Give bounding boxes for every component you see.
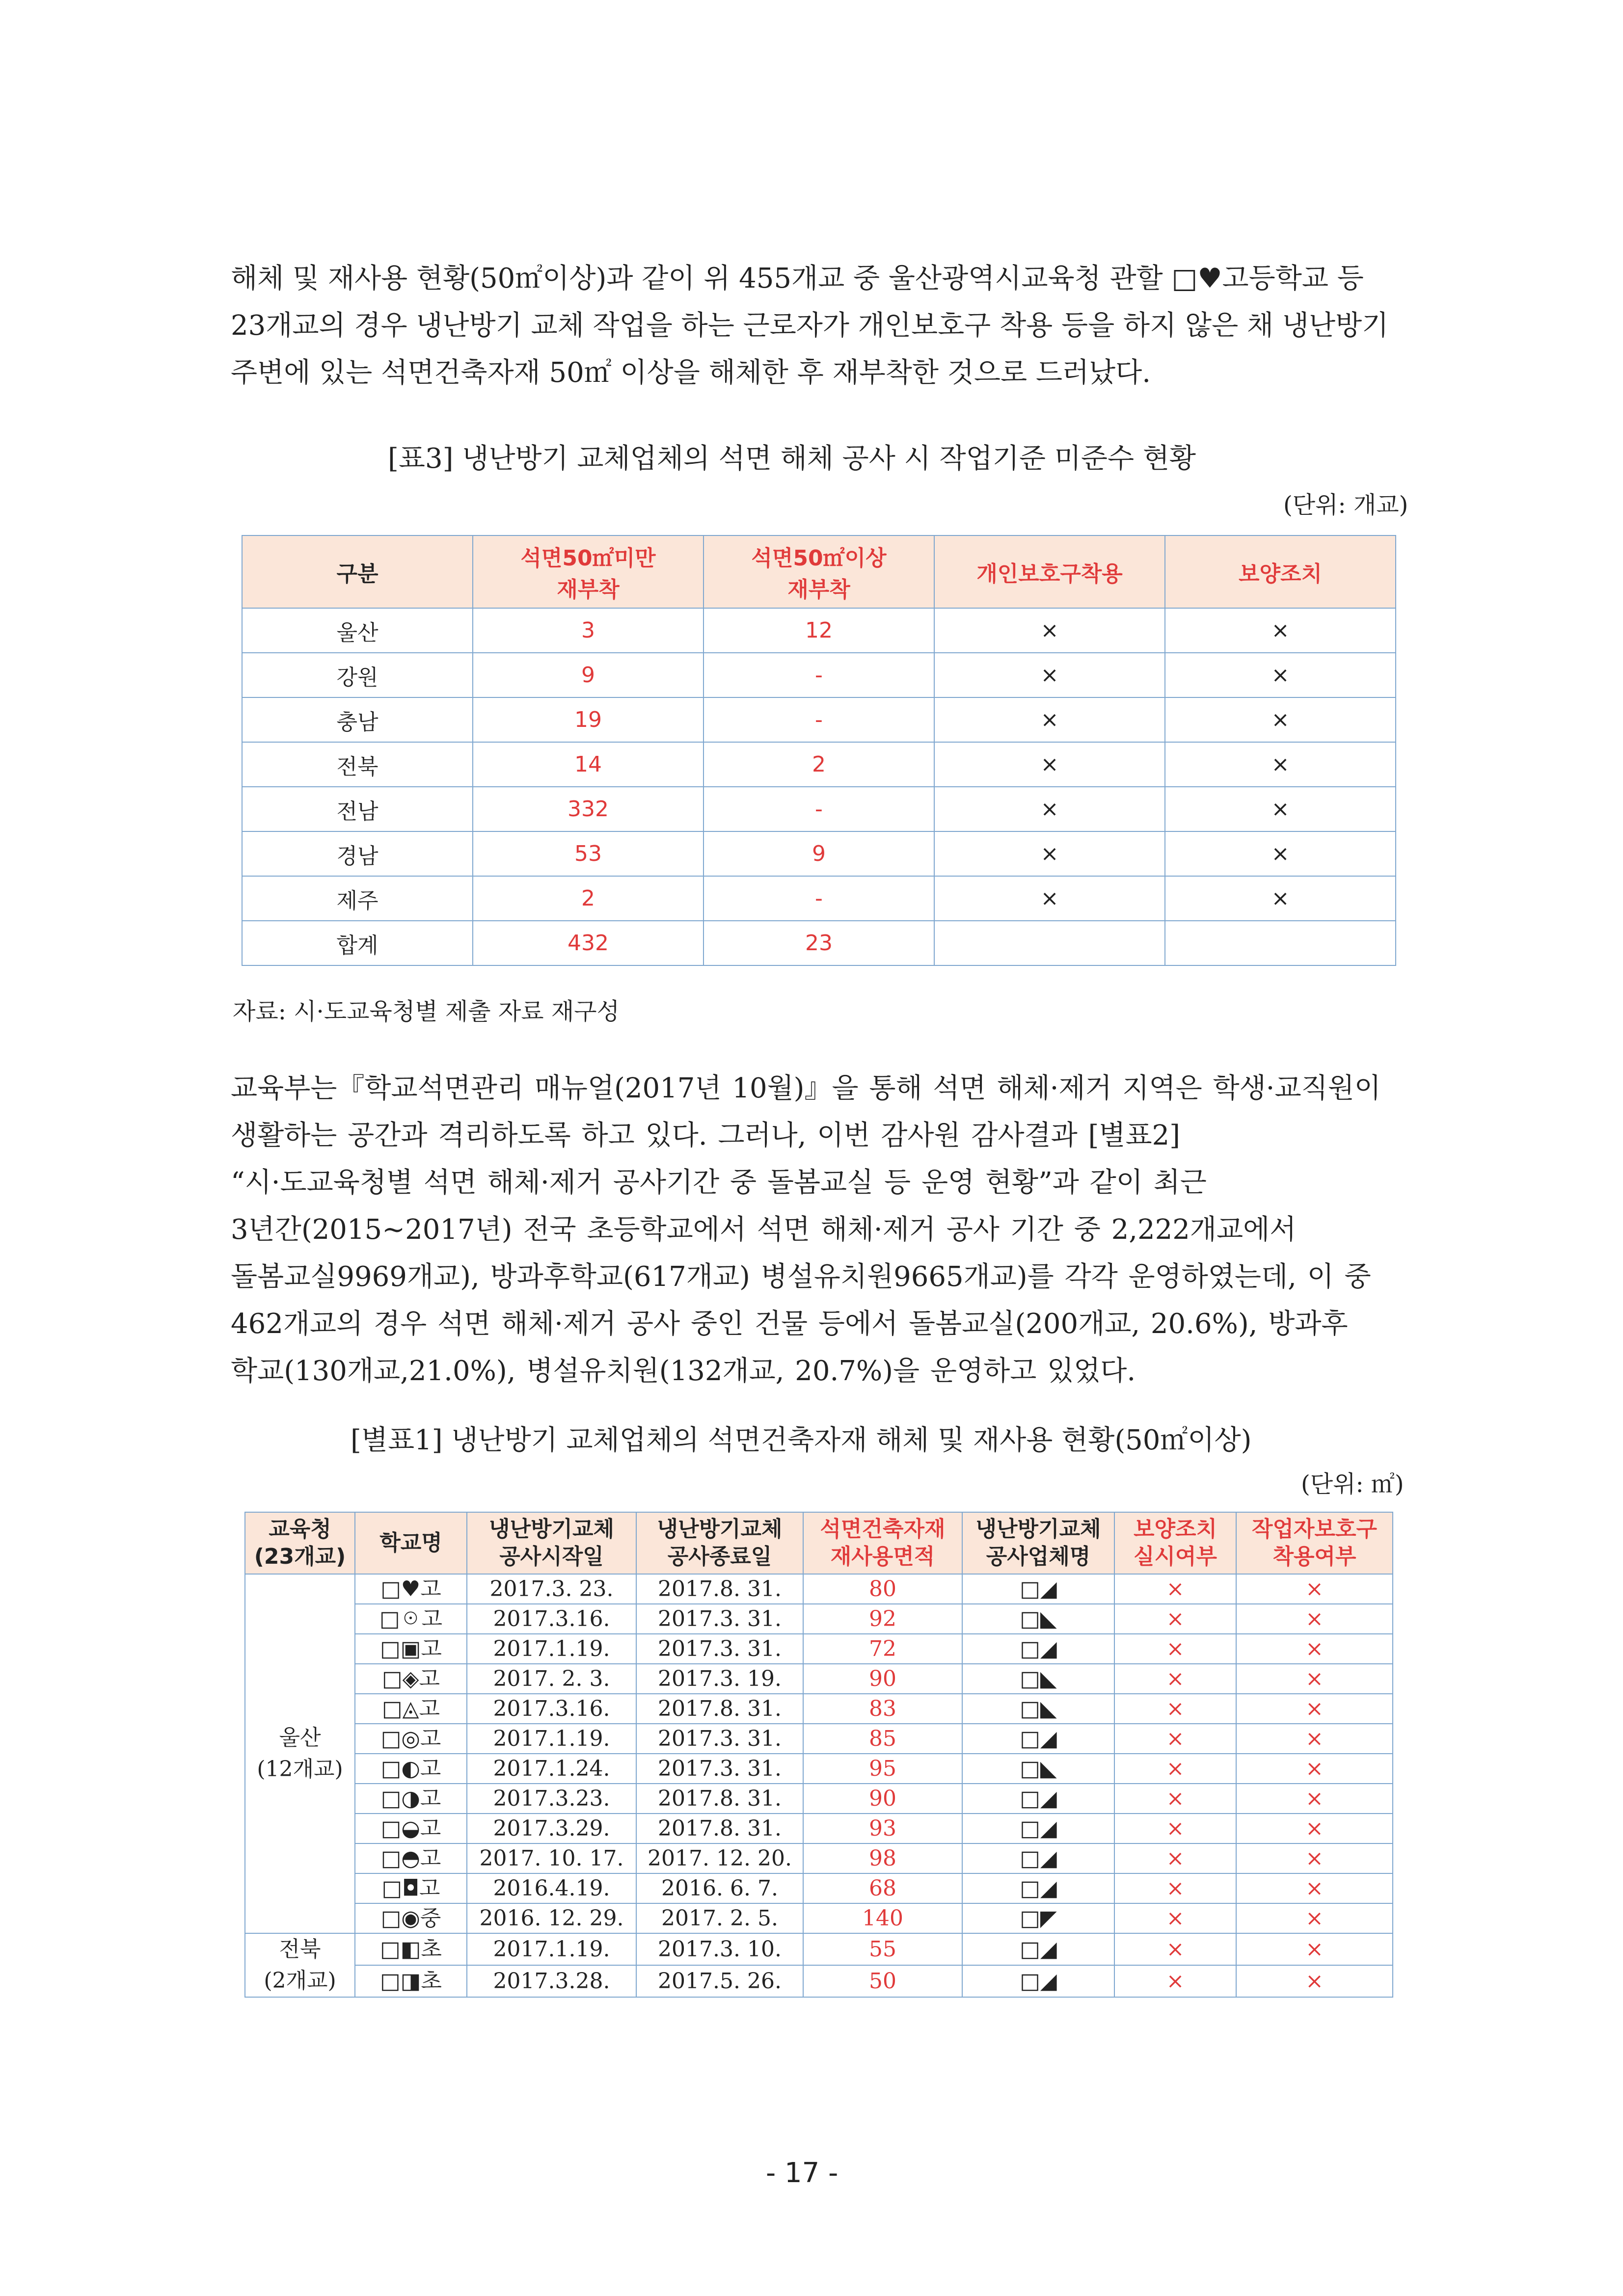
table1-cell: □◢ [962,1814,1114,1843]
table3-cell: 충남 [242,697,473,742]
table3-cell: × [1165,787,1396,831]
table1-cell: × [1236,1933,1393,1965]
table1-cell: 2016. 6. 7. [636,1873,803,1903]
table1-cell: × [1236,1843,1393,1873]
table1-region-cell: 전북 (2개교) [245,1933,355,1997]
table1-cell: × [1114,1843,1236,1873]
table1-cell: 85 [803,1724,962,1754]
table1-cell: × [1114,1873,1236,1903]
table-row [245,1694,1393,1724]
table1-header-cell: 작업자보호구 착용여부 [1236,1512,1393,1574]
table3-cell: - [703,653,934,697]
table1-cell: □◢ [962,1965,1114,1997]
table1-cell: □◎고 [355,1724,467,1754]
table-row [242,697,1396,742]
table1-cell: × [1114,1754,1236,1784]
table1-cell: × [1114,1903,1236,1933]
table3-cell: 울산 [242,608,473,653]
table1-cell: 2017.8. 31. [636,1574,803,1604]
table1-cell: × [1236,1634,1393,1664]
intro-paragraph [231,255,1419,397]
table3-cell: 전남 [242,787,473,831]
table3-cell: - [703,697,934,742]
table1-cell: × [1236,1604,1393,1634]
table1-cell: □◧초 [355,1933,467,1965]
table3-cell: 332 [473,787,703,831]
table3-cell: × [1165,653,1396,697]
table1-cell: 2017.8. 31. [636,1694,803,1724]
main_paragraph-line: 돌봄교실9969개교), 방과후학교(617개교) 병설유치원9665개교)를 각각 운영하였는데, 이 중 [231,1261,1371,1293]
table1-cell: × [1236,1903,1393,1933]
table1-cell: × [1236,1694,1393,1724]
intro_paragraph-line: 23개교의 경우 냉난방기 교체 작업을 하는 근로자가 개인보호구 착용 등을 하지 않은 채 냉난방기 [231,310,1389,342]
table3-cell: × [934,787,1165,831]
table3-cell: 경남 [242,831,473,876]
table-row [245,1604,1393,1634]
main_paragraph-line: 462개교의 경우 석면 해체·제거 공사 중인 건물 등에서 돌봄교실(200개교, 20.6%), 방과후 [231,1308,1348,1340]
table-row [242,653,1396,697]
table1-cell: □◢ [962,1634,1114,1664]
table-row [245,1933,1393,1965]
table1-cell: × [1114,1933,1236,1965]
table-row [245,1814,1393,1843]
table1-cell: □◢ [962,1784,1114,1814]
table3-header-cell: 보양조치 [1165,535,1396,608]
table1-cell: 2016. 12. 29. [467,1903,636,1933]
table1-cell: □◉중 [355,1903,467,1933]
table1-cell: × [1114,1694,1236,1724]
table1-cell: 2017. 10. 17. [467,1843,636,1873]
table1-cell: 2017.3. 19. [636,1664,803,1694]
table1-cell: 2017.3. 10. [636,1933,803,1965]
table1-header-cell: 보양조치 실시여부 [1114,1512,1236,1574]
table-row [245,1574,1393,1604]
table1-cell: × [1236,1965,1393,1997]
table1-cell: □◣ [962,1604,1114,1634]
table-row [245,1634,1393,1664]
table1-cell: 2016.4.19. [467,1873,636,1903]
table1-cell: □◢ [962,1724,1114,1754]
table3-cell: 강원 [242,653,473,697]
table1-cell: □◑고 [355,1784,467,1814]
table1-cell: 90 [803,1784,962,1814]
table3-cell: 12 [703,608,934,653]
table1-header-cell: 학교명 [355,1512,467,1574]
table-row [245,1965,1393,1997]
table1-cell: 2017. 12. 20. [636,1843,803,1873]
table1-cell: 92 [803,1604,962,1634]
table1-cell: □◢ [962,1873,1114,1903]
table1-header-cell: 석면건축자재 재사용면적 [803,1512,962,1574]
table1-cell: 2017.3. 31. [636,1634,803,1664]
table3-cell: × [934,653,1165,697]
table3-cell: × [934,742,1165,787]
table1-header-cell: 냉난방기교체 공사시작일 [467,1512,636,1574]
table1-cell: 2017.3.23. [467,1784,636,1814]
table1-cell: 2017.1.19. [467,1724,636,1754]
table-row [245,1903,1393,1933]
table3-cell: 전북 [242,742,473,787]
table1-cell: 2017.3.29. [467,1814,636,1843]
table1-cell: × [1114,1784,1236,1814]
table-row [245,1664,1393,1694]
table1-cell: 2017.1.19. [467,1933,636,1965]
table3-cell: × [1165,831,1396,876]
table-row [245,1784,1393,1814]
table1-cell: □☉고 [355,1604,467,1634]
table1-cell: 2017.3. 23. [467,1574,636,1604]
table3-cell: 432 [473,921,703,965]
table-row [242,787,1396,831]
table1-cell: 50 [803,1965,962,1997]
table-row [245,1843,1393,1873]
table1-cell: 2017.3. 31. [636,1754,803,1784]
table-row [242,921,1396,965]
table3-cell: 9 [473,653,703,697]
table3-cell: × [1165,742,1396,787]
table1-cell: □♥고 [355,1574,467,1604]
table1-cell: 2017.3.28. [467,1965,636,1997]
table1-cell: □◘고 [355,1873,467,1903]
table1-cell: × [1236,1873,1393,1903]
table3-cell: × [934,876,1165,921]
main_paragraph-line: 생활하는 공간과 격리하도록 하고 있다. 그러나, 이번 감사원 감사결과 [별표2] [231,1120,1181,1151]
main_paragraph-line: 학교(130개교,21.0%), 병설유치원(132개교, 20.7%)을 운영하고 있었다. [231,1355,1136,1387]
table1-cell: × [1114,1724,1236,1754]
table3-cell: - [703,787,934,831]
table-row [242,608,1396,653]
table1-cell: □◬고 [355,1694,467,1724]
main_paragraph-line: 교육부는『학교석면관리 매뉴얼(2017년 10월)』을 통해 석면 해체·제거 지역은 학생·교직원이 [231,1072,1381,1104]
table-row [242,742,1396,787]
table3 [242,535,1396,966]
table3-cell: 제주 [242,876,473,921]
table-row [242,876,1396,921]
table1-cell: × [1236,1574,1393,1604]
table1-cell: 2017.1.24. [467,1754,636,1784]
table1-cell: □◐고 [355,1754,467,1784]
table1-cell: 90 [803,1664,962,1694]
table1-cell: 2017.8. 31. [636,1784,803,1814]
table3-cell [934,921,1165,965]
table3-cell: 53 [473,831,703,876]
table3-unit: (단위: 개교) [1283,491,1408,519]
table1 [244,1512,1393,1998]
intro_paragraph-line: 주변에 있는 석면건축자재 50㎡ 이상을 해체한 후 재부착한 것으로 드러났다. [231,357,1151,389]
table3-cell: 9 [703,831,934,876]
table1-cell: 2017.3. 31. [636,1604,803,1634]
table3-header-cell: 개인보호구착용 [934,535,1165,608]
table-row [242,831,1396,876]
table1-cell: □◒고 [355,1814,467,1843]
table1-cell: 80 [803,1574,962,1604]
table1-unit: (단위: ㎡) [1301,1470,1404,1498]
main_paragraph-line: 3년간(2015~2017년) 전국 초등학교에서 석면 해체·제거 공사 기간 중 2,222개교에서 [231,1214,1297,1246]
table1-header-cell: 냉난방기교체 공사업체명 [962,1512,1114,1574]
table1-cell: □◣ [962,1754,1114,1784]
table1-cell: × [1236,1724,1393,1754]
table1-cell: 98 [803,1843,962,1873]
page-number: - 17 - [766,2157,839,2189]
main_paragraph-line: “시·도교육청별 석면 해체·제거 공사기간 중 돌봄교실 등 운영 현황”과 같이 최근 [231,1167,1207,1199]
table3-cell: × [934,831,1165,876]
table3-cell [1165,921,1396,965]
table1-cell: 140 [803,1903,962,1933]
table3-cell: × [1165,697,1396,742]
table1-cell: □◢ [962,1933,1114,1965]
table3-cell: 합계 [242,921,473,965]
table3-header-cell: 석면50㎡이상 재부착 [703,535,934,608]
table1-header-cell: 냉난방기교체 공사종료일 [636,1512,803,1574]
table3-header-cell: 석면50㎡미만 재부착 [473,535,703,608]
table1-cell: × [1114,1574,1236,1604]
table3-header-cell: 구분 [242,535,473,608]
table1-cell: 2017.3.16. [467,1604,636,1634]
table1-cell: □◓고 [355,1843,467,1873]
table1-header-cell: 교육청 (23개교) [245,1512,355,1574]
table1-cell: 68 [803,1873,962,1903]
table3-cell: 3 [473,608,703,653]
table3-cell: 2 [703,742,934,787]
table-row [245,1754,1393,1784]
table1-cell: 2017.1.19. [467,1634,636,1664]
table1-cell: 2017. 2. 3. [467,1664,636,1694]
table-row [245,1724,1393,1754]
table3-cell: 19 [473,697,703,742]
table1-cell: □◢ [962,1843,1114,1873]
table1-cell: × [1236,1664,1393,1694]
table1-caption: [별표1] 냉난방기 교체업체의 석면건축자재 해체 및 재사용 현황(50㎡이상) [351,1424,1252,1456]
table3-cell: × [934,608,1165,653]
table1-cell: × [1236,1754,1393,1784]
table1-cell: 95 [803,1754,962,1784]
table3-cell: 2 [473,876,703,921]
table1-cell: □▣고 [355,1634,467,1664]
table3-cell: 14 [473,742,703,787]
table1-cell: × [1114,1634,1236,1664]
table3-source: 자료: 시·도교육청별 제출 자료 재구성 [233,998,620,1025]
table1-cell: × [1236,1784,1393,1814]
table1-cell: □◢ [962,1574,1114,1604]
table1-cell: □◈고 [355,1664,467,1694]
table1-cell: □◤ [962,1903,1114,1933]
table1-cell: 2017.3.16. [467,1694,636,1724]
table1-cell: × [1236,1814,1393,1843]
table1-cell: × [1114,1814,1236,1843]
table1-cell: 83 [803,1694,962,1724]
table1-cell: × [1114,1965,1236,1997]
table1-cell: × [1114,1604,1236,1634]
table1-cell: 2017.3. 31. [636,1724,803,1754]
table1-cell: 55 [803,1933,962,1965]
table3-cell: - [703,876,934,921]
table1-cell: 2017.8. 31. [636,1814,803,1843]
table3-cell: × [1165,876,1396,921]
table3-cell: × [934,697,1165,742]
table1-cell: 2017. 2. 5. [636,1903,803,1933]
table3-caption: [표3] 냉난방기 교체업체의 석면 해체 공사 시 작업기준 미준수 현황 [388,443,1196,475]
table1-cell: 2017.5. 26. [636,1965,803,1997]
intro_paragraph-line: 해체 및 재사용 현황(50㎡이상)과 같이 위 455개교 중 울산광역시교육청 관할 □♥고등학교 등 [231,263,1364,294]
table1-cell: □◣ [962,1694,1114,1724]
table1-cell: 93 [803,1814,962,1843]
main-paragraph [231,1065,1419,1395]
table3-cell: × [1165,608,1396,653]
table1-cell: □◨초 [355,1965,467,1997]
table1-cell: 72 [803,1634,962,1664]
table3-cell: 23 [703,921,934,965]
table1-region-cell: 울산 (12개교) [245,1574,355,1933]
table1-cell: □◣ [962,1664,1114,1694]
table1-cell: × [1114,1664,1236,1694]
table-row [245,1873,1393,1903]
